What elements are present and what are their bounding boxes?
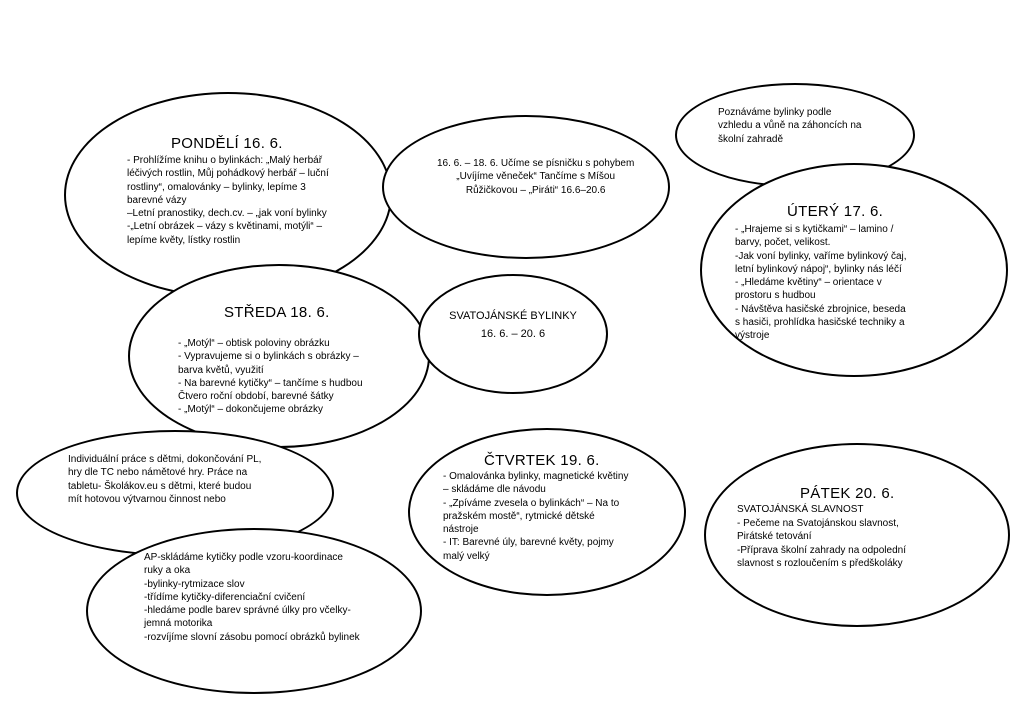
tuesday-title: ÚTERÝ 17. 6. — [787, 203, 884, 220]
thursday-text: - Omalovánka bylinky, magnetické květiny – skládáme dle návodu - „Zpíváme zvesela o bylinkách“ – Na to pražském mostě“, rytmické dětské nástroje - IT: Barevné úly, barevné květy, pojmy malý velký — [443, 471, 629, 562]
ap-text: AP-skládáme kytičky podle vzoru-koordinace ruky a oka -bylinky-rytmizace slov -třídíme kytičky-diferenciační cvičení -hledáme podle barev správné úlky pro včelky- jemná motorika -rozvíjíme slovní zásobu pomocí obrázků bylinek — [144, 552, 360, 643]
wednesday-title: STŘEDA 18. 6. — [224, 304, 330, 321]
tuesday-text: - „Hrajeme si s kytičkami“ – lamino / barvy, počet, velikost. -Jak voní bylinky, vaříme bylinkový čaj, letní bylinkový nápoj“, bylinky nás léčí - „Hledáme květiny“ – orientace v prostoru s hudbou - Návštěva hasičské zbrojnice, beseda s hasiči, prohlídka hasičské techniky a výstroje — [735, 224, 907, 342]
monday-title: PONDĚLÍ 16. 6. — [171, 135, 283, 152]
garden-text: Poznáváme bylinky podle vzhledu a vůně na záhoncích na školní zahradě — [718, 107, 862, 145]
center-dates: 16. 6. – 20. 6 — [480, 328, 546, 340]
thursday-title: ČTVRTEK 19. 6. — [484, 452, 600, 469]
monday-text: - Prohlížíme knihu o bylinkách: „Malý herbář léčivých rostlin, Můj pohádkový herbář – luční rostliny“, omalovánky – bylinky, lepíme 3 barevné vázy –Letní pranostiky, dech.cv. – „jak voní bylinky -„Letní obrázek – vázy s květinami, motýli“ – lepíme květy, lístky rostlin — [127, 155, 329, 246]
friday-text: - Pečeme na Svatojánskou slavnost, Pirátské tetování -Příprava školní zahrady na odpolední slavnost s rozloučením s předškoláky — [737, 518, 906, 569]
center-title: SVATOJÁNSKÉ BYLINKY — [449, 310, 577, 322]
friday-subtitle: SVATOJÁNSKÁ SLAVNOST — [737, 504, 864, 515]
friday-title: PÁTEK 20. 6. — [800, 485, 895, 502]
song-text: 16. 6. – 18. 6. Učíme se písničku s pohybem „Uvíjíme věneček“ Tančíme s Míšou Růžičkovou – „Piráti“ 16.6–20.6 — [437, 158, 635, 196]
wednesday-text: - „Motýl“ – obtisk poloviny obrázku - Vypravujeme si o bylinkách s obrázky – barva květů, využití - Na barevné kytičky“ – tančíme s hudbou Čtvero roční období, barevné šátky - „Motýl“ – dokončujeme obrázky — [178, 338, 363, 416]
individual-text: Individuální práce s dětmi, dokončování PL, hry dle TC nebo námětové hry. Práce na tabletu- Školákov.eu s dětmi, které budou mít hotovou výtvarnou činnost nebo — [68, 454, 262, 505]
